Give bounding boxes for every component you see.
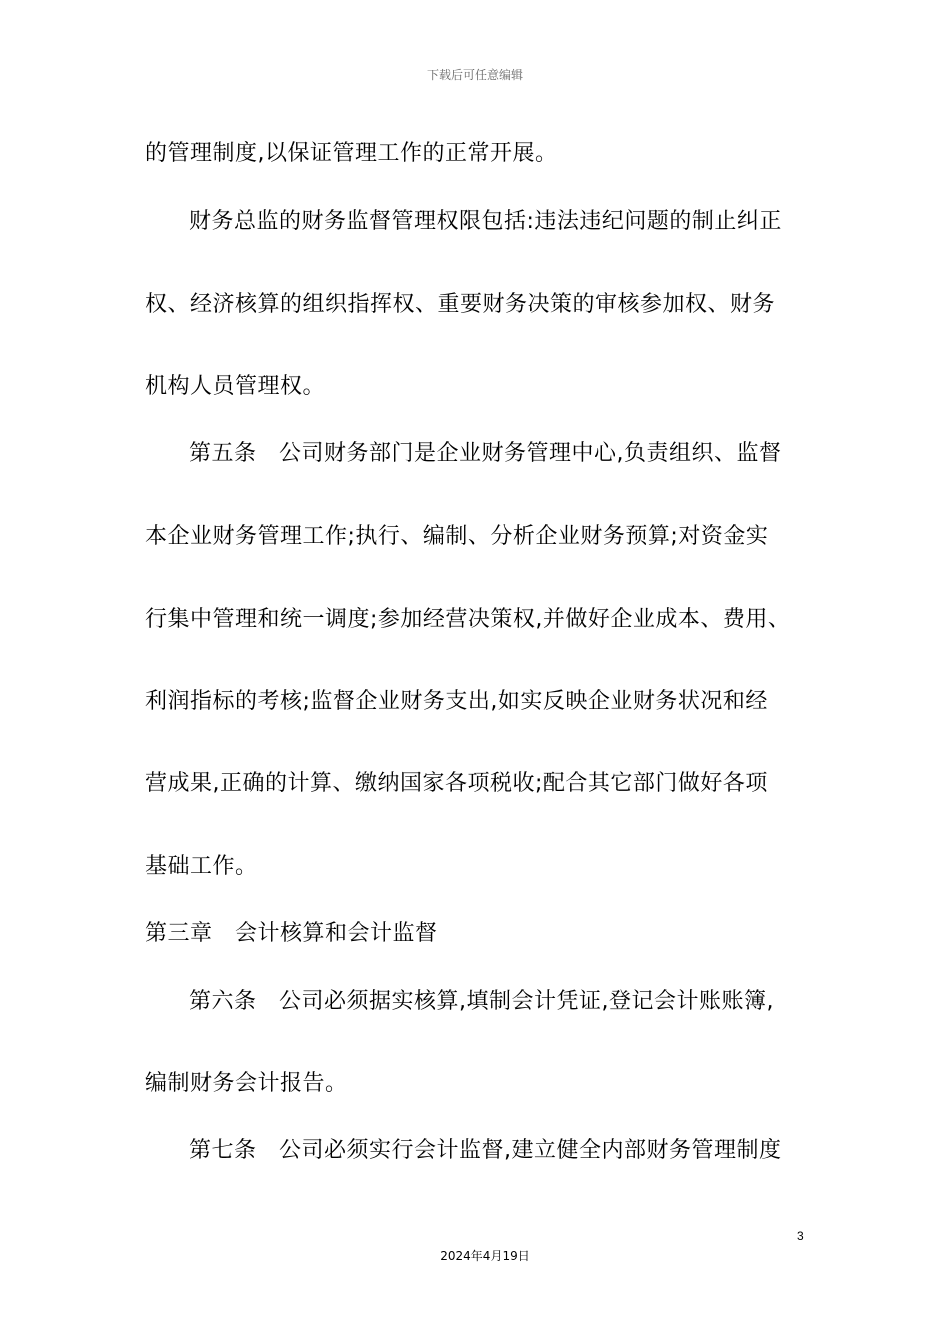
body-line: 第五条 公司财务部门是企业财务管理中心,负责组织、监督 — [189, 441, 782, 466]
body-line: 基础工作。 — [145, 854, 258, 879]
body-line: 第六条 公司必须据实核算,填制会计凭证,登记会计账账簿, — [189, 989, 774, 1014]
body-line: 第七条 公司必须实行会计监督,建立健全内部财务管理制度 — [189, 1138, 782, 1163]
body-line: 编制财务会计报告。 — [145, 1071, 348, 1096]
body-line: 利润指标的考核;监督企业财务支出,如实反映企业财务状况和经 — [145, 689, 768, 714]
page-number: 3 — [797, 1229, 804, 1243]
body-line: 的管理制度,以保证管理工作的正常开展。 — [145, 141, 558, 166]
body-line: 本企业财务管理工作;执行、编制、分析企业财务预算;对资金实 — [145, 524, 769, 549]
body-line: 权、经济核算的组织指挥权、重要财务决策的审核参加权、财务 — [145, 292, 776, 317]
body-line: 行集中管理和统一调度;参加经营决策权,并做好企业成本、费用、 — [145, 607, 791, 632]
header-note: 下载后可任意编辑 — [426, 68, 523, 82]
footer-date: 2024年4月19日 — [440, 1249, 530, 1263]
chapter-heading: 第三章 会计核算和会计监督 — [145, 921, 438, 946]
body-line: 营成果,正确的计算、缴纳国家各项税收;配合其它部门做好各项 — [145, 771, 768, 796]
body-line: 机构人员管理权。 — [145, 374, 326, 399]
body-line: 财务总监的财务监督管理权限包括:违法违纪问题的制止纠正 — [189, 209, 782, 234]
